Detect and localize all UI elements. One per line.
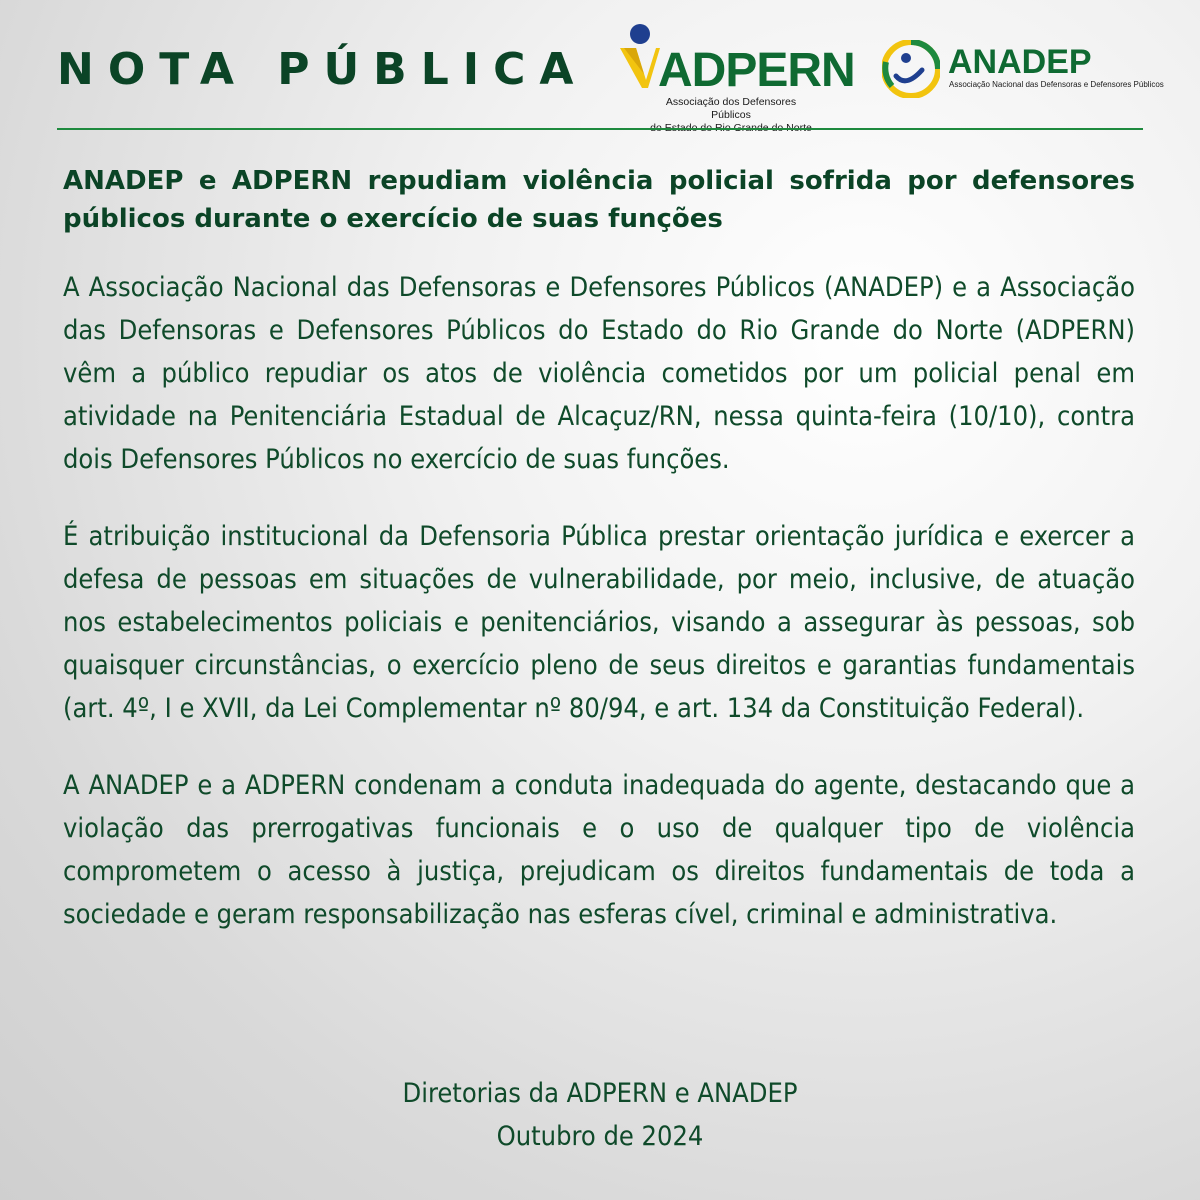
paragraph-1: A Associação Nacional das Defensoras e Defensores Públicos (ANADEP) e a Associação das Defensoras e Defensores Públicos do Estado do Rio Grande do Norte (ADPERN) vêm a público repudiar os atos de violência cometidos por um policial penal em atividade na Penitenciária Estadual de Alcaçuz/RN, nessa quinta-feira (10/10), contra dois Defensores Públicos no exercício de suas funções. xyxy=(63,272,1135,475)
anadep-wordmark: ANADEP xyxy=(948,43,1092,81)
adpern-wordmark: ADPERN xyxy=(658,44,855,97)
anadep-mark-icon xyxy=(882,40,940,98)
paragraph-2: É atribuição institucional da Defensoria Pública prestar orientação jurídica e exercer a defesa de pessoas em situações de vulnerabilidade, por meio, inclusive, de atuação nos estabelecimentos policiais e penitenciários, visando a assegurar às pessoas, sob quaisquer circunstâncias, o exercício pleno de seus direitos e garantias fundamentais (art. 4º, I e XVII, da Lei Complementar nº 80/94, e art. 134 da Constituição Federal). xyxy=(63,521,1135,724)
adpern-subtitle-line1: Associação dos Defensores Públicos xyxy=(665,96,797,121)
article-body xyxy=(63,162,1135,970)
header-divider xyxy=(57,128,1143,130)
adpern-logo xyxy=(620,22,855,122)
header xyxy=(0,0,1200,130)
signature xyxy=(0,1072,1200,1158)
page-title: NOTA PÚBLICA xyxy=(57,44,588,95)
signature-authors: Diretorias da ADPERN e ANADEP xyxy=(402,1078,798,1109)
article-headline: ANADEP e ADPERN repudiam violência policial sofrida por defensores públicos durante o exercício de suas funções xyxy=(63,166,1135,234)
signature-date: Outubro de 2024 xyxy=(496,1121,704,1152)
anadep-subtitle: Associação Nacional das Defensoras e Defensores Públicos xyxy=(949,80,1164,89)
paragraph-3: A ANADEP e a ADPERN condenam a conduta inadequada do agente, destacando que a violação das prerrogativas funcionais e o uso de qualquer tipo de violência comprometem o acesso à justiça, prejudicam os direitos fundamentais de toda a sociedade e geram responsabilização nas esferas cível, criminal e administrativa. xyxy=(63,770,1135,930)
anadep-logo xyxy=(882,40,1164,100)
